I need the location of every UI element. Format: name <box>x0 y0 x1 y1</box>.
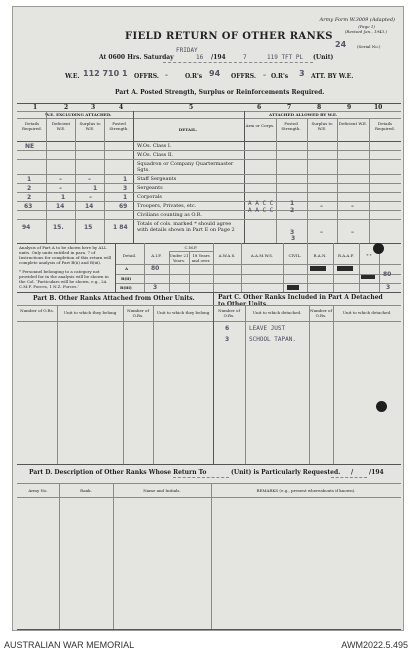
right-total-posted: 3 <box>290 229 295 236</box>
analysis-header-awas: A.W.A.S. <box>218 253 236 258</box>
time-date-label: At 0600 Hrs. Saturday <box>99 54 174 61</box>
part-c-header-unit-1: Unit to which detached. <box>252 310 302 315</box>
detail-row-totals: Totals of cols. marked * should agree with details shown in Part E on Page 2 <box>137 221 235 233</box>
value-troopers-col3: 14 <box>85 203 94 210</box>
part-c-header-unit-2: Unit to which detached. <box>342 310 392 315</box>
analysis-civil-a: 3 <box>291 235 296 242</box>
form-page <box>12 6 404 631</box>
analysis-note-2: * Personnel belonging to a category not provided for in the analysis will be shown in the Col. ‘Particulars will be shown, e.g., 2A C.M.F. Forces, 1 N.Z. Forces.’ <box>19 269 109 289</box>
we-offrs-label: OFFRS. <box>134 73 159 80</box>
typed-year-digit: 7 <box>243 54 247 61</box>
form-title: FIELD RETURN OF OTHER RANKS <box>125 31 333 42</box>
detail-row-wo2: W.Os. Class II. <box>137 152 174 158</box>
value-totals-col3: 15 <box>84 224 93 231</box>
serial-number-value: 24 <box>335 40 347 49</box>
value-sergeants-col3: 1 <box>93 185 98 192</box>
part-c-entry-2-unit: SCHOOL TAPAN. <box>249 336 296 343</box>
accession-number: AWM2022.5.495 <box>341 640 408 650</box>
we-offrs2-label: OFFRS. <box>231 73 256 80</box>
analysis-header-raaf: R.A.A.F. <box>337 253 355 258</box>
value-corporals-col4: 1 <box>123 194 128 201</box>
analysis-header-cmf: C.M.F. <box>184 245 198 250</box>
value-staff-sgts-col3: – <box>88 176 91 183</box>
right-header-surplus: Surplus to W.E. <box>311 121 333 131</box>
part-d-unit-label: (Unit) is Particularly Requested. <box>231 469 341 476</box>
right-surplus-dash: – <box>320 203 323 210</box>
att-value: 3 <box>299 69 305 78</box>
part-b-header-unit-2: Unit to which they belong <box>156 310 210 315</box>
left-header-details-required: Details Required. <box>22 121 42 131</box>
part-d-title: Part D. Description of Other Ranks Whose Return To <box>29 469 207 476</box>
left-header-posted: Posted Strength. <box>109 121 129 131</box>
col-number-9: 9 <box>347 104 352 111</box>
typed-unit: 119 TFT PL <box>267 54 304 61</box>
value-troopers-col1: 63 <box>24 203 33 210</box>
we-offrs-dash: – <box>165 72 168 79</box>
part-b-header-unit-1: Unit to which they belong <box>63 310 117 315</box>
unit-label: (Unit) <box>313 54 334 61</box>
part-c-entry-1-unit: LEAVE JUST <box>249 325 286 332</box>
analysis-header-ran: R.A.N. <box>313 253 327 258</box>
analysis-row-a: A <box>125 266 129 271</box>
col-number-1: 1 <box>33 104 38 111</box>
value-totals-col1: 94 <box>22 224 31 231</box>
we-offrs2-dash: – <box>263 72 266 79</box>
detail-header: DETAIL. <box>178 127 198 132</box>
attached-allowed-header: ATTACHED ALLOWED BY W.E. <box>269 112 338 117</box>
right-header-arm: Arm or Corps. <box>245 123 275 128</box>
part-a-title: Part A. Posted Strength, Surplus or Reinforcements Required. <box>115 89 325 96</box>
form-page-number: (Page 1) <box>358 24 375 29</box>
detail-row-troopers: Troopers, Privates, etc. <box>137 203 197 209</box>
col-number-10: 10 <box>374 104 383 111</box>
analysis-row-biii: B(iii) <box>120 285 132 290</box>
part-b-header-number-2: Number of O.Rs. <box>127 308 149 318</box>
form-revision: (Revised Jan., 1943.) <box>344 29 387 34</box>
right-header-posted: Posted Strength. <box>281 121 301 131</box>
part-d-header-name: Name and Initials. <box>143 488 181 493</box>
part-c-title: Part C. Other Ranks Included in Part A Detached to Other Units. <box>218 294 383 308</box>
typed-day: FRIDAY <box>176 47 198 54</box>
part-c-header-number-1: Number of O.Rs. <box>218 308 240 318</box>
part-d-header-army-no: Army No. <box>28 488 48 493</box>
analysis-header-extra1: * * <box>366 253 372 258</box>
analysis-last-a: 80 <box>383 271 392 278</box>
part-d-date-slash: / <box>351 469 354 476</box>
we-or-label: O.R's <box>185 73 203 80</box>
value-totals-col2: 15. <box>53 224 64 231</box>
we-value: 112 710 1 <box>83 69 128 78</box>
analysis-header-aamws: A.A.M.W.S. <box>250 253 274 258</box>
typed-day-number: 16 <box>196 54 204 61</box>
att-by-we-label: ATT. BY W.E. <box>311 73 354 80</box>
right-header-deficient: Deficient W.E. <box>338 121 368 126</box>
part-d-header-rank: Rank. <box>80 488 92 493</box>
part-b-header-number-1: Number of O.Rs. <box>20 308 54 313</box>
archive-footer <box>0 636 414 653</box>
value-corporals-col1: 2 <box>27 194 32 201</box>
col-number-7: 7 <box>287 104 292 111</box>
arm-corps-2: A A C C <box>248 207 274 214</box>
part-d-year: /194 <box>369 469 384 476</box>
we-excluding-attached-header: W.E. EXCLUDING ATTACHED. <box>45 112 112 117</box>
detail-row-sergeants: Sergeants <box>137 185 163 191</box>
col-number-2: 2 <box>64 104 69 111</box>
value-sergeants-col4: 3 <box>123 185 128 192</box>
detail-row-sqn-qms: Squadron or Company Quartermaster Sgts. <box>137 161 234 173</box>
right-posted-2: 2 <box>290 207 295 214</box>
right-header-details: Details Required. <box>375 121 395 131</box>
col-number-5: 5 <box>189 104 194 111</box>
value-staff-sgts-col4: 1 <box>123 176 128 183</box>
analysis-note: Analysis of Part A to be shown here by ALL units. Only units entitled in para. 7 of Instructions for completion of this return will complete analysis of Part B(ii) and B(iii). <box>19 245 112 265</box>
we-or-value: 94 <box>209 69 221 78</box>
col-number-4: 4 <box>119 104 124 111</box>
part-c-entry-1-number: 6 <box>225 325 230 332</box>
right-posted-1: 1 <box>290 200 295 207</box>
army-form-number: Army Form W.3009 (Adapted) <box>319 17 395 23</box>
value-corporals-col2: 1 <box>61 194 66 201</box>
analysis-header-aif: A.I.F. <box>151 253 162 258</box>
value-corporals-col3: – <box>89 194 92 201</box>
value-staff-sgts-col2: – <box>59 176 62 183</box>
part-c-entry-2-number: 3 <box>225 336 230 343</box>
detail-row-corporals: Corporals <box>137 194 162 200</box>
col-number-6: 6 <box>257 104 262 111</box>
part-d-header-remarks: REMARKS (e.g., present whereabouts if known). <box>256 488 356 493</box>
value-sergeants-col1: 2 <box>27 185 32 192</box>
we-or2-label: O.R's <box>271 73 289 80</box>
analysis-header-civil: CIVIL. <box>288 253 302 258</box>
detail-row-wo1: W.Os. Class I. <box>137 143 172 149</box>
analysis-aif-a: 80 <box>151 265 160 272</box>
value-troopers-col4: 69 <box>119 203 128 210</box>
col-number-3: 3 <box>91 104 96 111</box>
punch-hole-bottom <box>376 401 387 412</box>
right-deficient-dash: – <box>351 203 354 210</box>
right-total-deficient: – <box>351 229 354 236</box>
left-header-deficient: Deficient W.E. <box>51 121 71 131</box>
detail-row-civilians: Civilians counting as O.R. <box>137 212 203 218</box>
left-header-surplus: Surplus to W.E. <box>79 121 101 131</box>
analysis-row-bii: B(ii) <box>121 276 132 281</box>
analysis-header-detail: Detail. <box>122 253 137 258</box>
right-total-surplus: – <box>320 229 323 236</box>
serial-number-label: (Serial No.) <box>357 44 381 49</box>
institution-label: AUSTRALIAN WAR MEMORIAL <box>4 640 135 650</box>
year-prefix: /194 <box>211 54 226 61</box>
part-b-title: Part B. Other Ranks Attached from Other Units. <box>33 295 195 302</box>
analysis-header-under21: Under 21 Years. <box>169 253 189 263</box>
value-troopers-col2: 14 <box>56 203 65 210</box>
analysis-last-biii: 3 <box>386 284 391 291</box>
analysis-header-18over: 18 Years and over. <box>191 253 211 263</box>
value-totals-col4: 1 84 <box>113 224 128 231</box>
analysis-aif-biii: 3 <box>153 284 158 291</box>
value-sergeants-col2: – <box>59 185 62 192</box>
value-staff-sgts-col1: 1 <box>27 176 32 183</box>
arm-corps-1: A A C C <box>248 200 274 207</box>
punch-hole-top <box>373 243 384 254</box>
col-number-8: 8 <box>317 104 322 111</box>
we-label: W.E. <box>65 73 80 80</box>
value-row0-col1: NE <box>25 143 35 150</box>
part-c-header-number-2: Number of O.Rs. <box>310 308 332 318</box>
detail-row-staff-sgts: Staff Sergeants <box>137 176 177 182</box>
